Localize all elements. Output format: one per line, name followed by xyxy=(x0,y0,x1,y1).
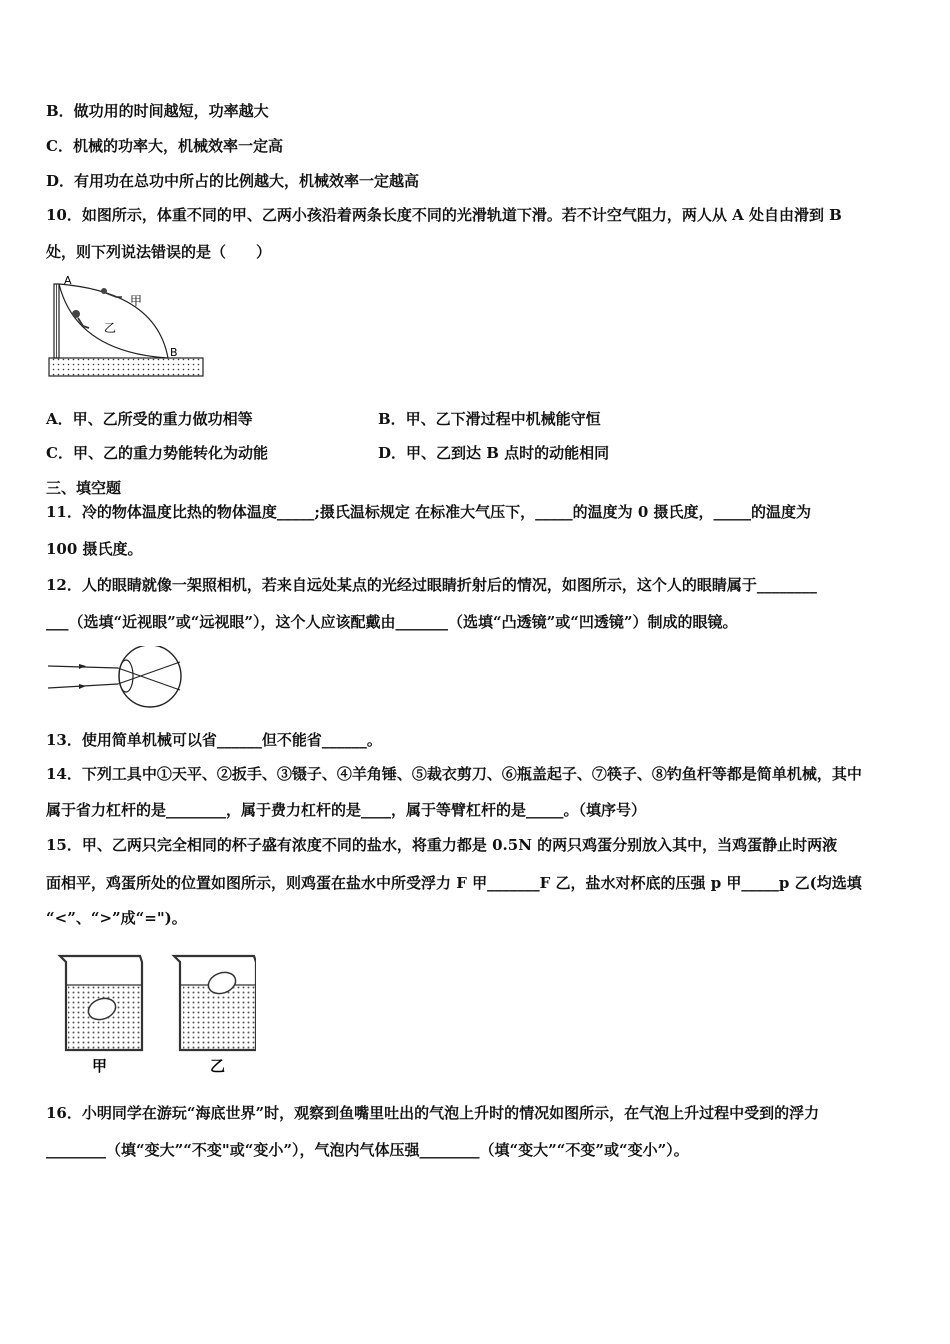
q10-option-b: B．甲、乙下滑过程中机械能守恒 xyxy=(378,410,601,428)
eye-lens xyxy=(119,660,133,692)
label-yi: 乙 xyxy=(104,321,117,335)
q15-line-2: 面相平，鸡蛋所处的位置如图所示，则鸡蛋在盐水中所受浮力 F 甲_______F 乙，盐水对杯底的压强 p 甲_____p 乙(均选填 xyxy=(46,874,862,892)
q10-option-d: D．甲、乙到达 B 点时的动能相同 xyxy=(378,444,610,462)
child-jia-icon xyxy=(101,288,122,297)
q16-line-1: 16．小明同学在游玩“海底世界”时，观察到鱼嘴里吐出的气泡上升时的情况如图所示，在气泡上升过程中受到的浮力 xyxy=(46,1104,820,1122)
cup-label-yi: 乙 xyxy=(210,1057,226,1075)
ground-base xyxy=(49,358,203,376)
section-title: 三、填空题 xyxy=(46,479,122,497)
q9-option-c: C．机械的功率大，机械效率一定高 xyxy=(46,137,283,155)
cups-figure xyxy=(56,950,256,1075)
q12-line-1: 12．人的眼睛就像一架照相机，若来自远处某点的光经过眼睛折射后的情况，如图所示，这个人的眼睛属于________ xyxy=(46,576,817,594)
q11-line-2: 100 摄氏度。 xyxy=(46,540,143,558)
label-a: A xyxy=(64,274,72,287)
q13-line-1: 13．使用简单机械可以省______但不能省______。 xyxy=(46,731,382,749)
q12-line-2: ___（选填“近视眼”或“远视眼”），这个人应该配戴由_______（选填“凸透镜”或“凹透镜”）制成的眼镜。 xyxy=(46,613,738,631)
q9-option-b: B．做功用的时间越短，功率越大 xyxy=(46,102,269,120)
q10-option-a: A．甲、乙所受的重力做功相等 xyxy=(46,410,253,428)
q16-line-2: ________（填“变大”“不变"或“变小”），气泡内气体压强________（填“变大”“不变”或“变小”）。 xyxy=(46,1141,689,1159)
q9-option-d: D．有用功在总功中所占的比例越大，机械效率一定越高 xyxy=(46,172,420,190)
label-b: B xyxy=(170,346,178,359)
q15-line-3: “<”、“>”成“=")。 xyxy=(46,909,187,927)
label-jia: 甲 xyxy=(130,294,143,308)
cup-jia xyxy=(60,956,142,1050)
cup-label-jia: 甲 xyxy=(92,1057,108,1075)
q14-line-1: 14．下列工具中①天平、②扳手、③镊子、④羊角锤、⑤裁衣剪刀、⑥瓶盖起子、⑦筷子、⑧钓鱼杆等都是简单机械，其中 xyxy=(46,765,862,783)
q10-option-c: C．甲、乙的重力势能转化为动能 xyxy=(46,444,268,462)
q10-stem-line-2: 处，则下列说法错误的是（ ） xyxy=(46,243,272,261)
eyeball xyxy=(119,646,181,707)
slide-tracks-figure xyxy=(46,272,208,384)
q15-line-1: 15．甲、乙两只完全相同的杯子盛有浓度不同的盐水，将重力都是 0.5N 的两只鸡蛋分别放入其中，当鸡蛋静止时两液 xyxy=(46,836,838,854)
q11-line-1: 11．冷的物体温度比热的物体温度_____;摄氏温标规定 在标准大气压下，_____的温度为 0 摄氏度，_____的温度为 xyxy=(46,503,812,521)
q14-line-2: 属于省力杠杆的是________，属于费力杠杆的是____，属于等臂杠杆的是_____。（填序号） xyxy=(46,801,647,819)
q10-stem-line-1: 10．如图所示，体重不同的甲、乙两小孩沿着两条长度不同的光滑轨道下滑。若不计空气阻力，两人从 A 处自由滑到 B xyxy=(46,206,842,224)
cup-yi xyxy=(174,956,256,1050)
eye-diagram xyxy=(46,646,196,710)
